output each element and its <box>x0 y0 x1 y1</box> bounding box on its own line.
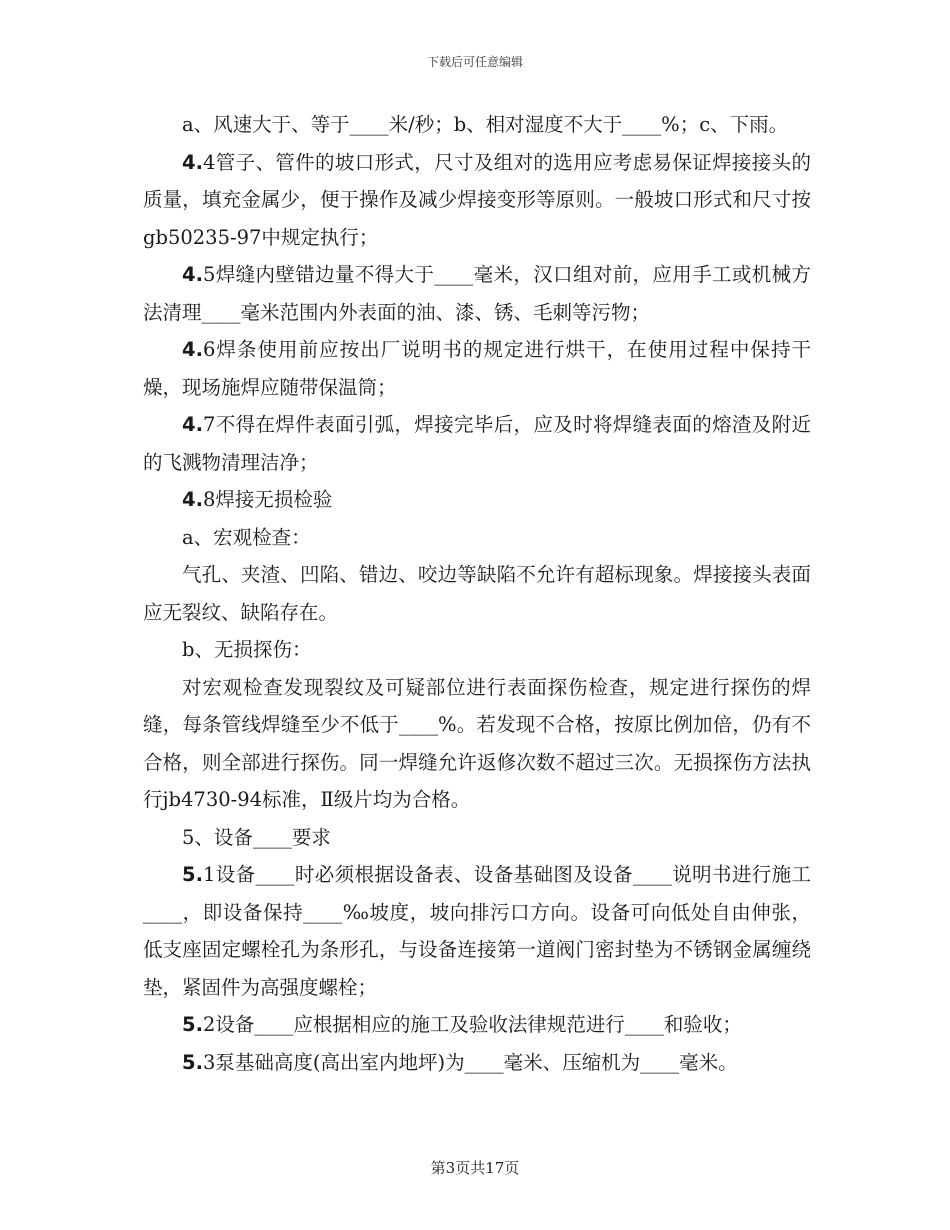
paragraph-text: 5、设备____要求 <box>182 825 331 849</box>
page-header: 下载后可任意编辑 <box>426 55 523 69</box>
paragraph-text: 3泵基础高度(高出室内地坪)为____毫米、压缩机为____毫米。 <box>202 1050 738 1074</box>
paragraph <box>143 631 811 669</box>
document-body <box>143 106 811 1081</box>
paragraph <box>143 406 811 481</box>
paragraph <box>143 256 811 331</box>
paragraph-text: a、风速大于、等于____米/秒；b、相对湿度不大于____%；c、下雨。 <box>182 113 789 136</box>
section-number: 4. <box>182 413 203 436</box>
paragraph <box>143 519 811 557</box>
paragraph-text: 8焊接无损检验 <box>202 488 333 511</box>
paragraph <box>143 481 811 519</box>
section-number: 4. <box>182 338 203 361</box>
paragraph <box>143 1006 811 1044</box>
paragraph-text: 4管子、管件的坡口形式，尺寸及组对的选用应考虑易保证焊接接头的质量，填充金属少，便于操作及减少焊接变形等原则。一般坡口形式和尺寸按gb50235-97中规定执行； <box>143 150 811 249</box>
paragraph-text: 1设备____时必须根据设备表、设备基础图及设备____说明书进行施工____，即设备保持____‰坡度，坡向排污口方向。设备可向低处自由伸张，低支座固定螺栓孔为条形孔，与设备连接第一道阀门密封垫为不锈钢金属缠绕垫，紧固件为高强度螺栓； <box>143 863 811 999</box>
paragraph-text: 6焊条使用前应按出厂说明书的规定进行烘干，在使用过程中保持干燥，现场施焊应随带保温筒； <box>143 338 811 399</box>
paragraph <box>143 106 811 144</box>
paragraph <box>143 556 811 631</box>
section-number: 5. <box>182 1013 203 1036</box>
paragraph-text: 5焊缝内壁错边量不得大于____毫米，汉口组对前，应用手工或机械方法清理____毫米范围内外表面的油、漆、锈、毛刺等污物； <box>143 263 811 324</box>
paragraph <box>143 669 811 819</box>
section-number: 4. <box>182 488 203 511</box>
paragraph <box>143 1044 811 1082</box>
page-footer: 第3页共17页 <box>430 1159 520 1177</box>
paragraph <box>143 856 811 1006</box>
paragraph-text: a、宏观检查： <box>182 525 311 549</box>
paragraph <box>143 144 811 257</box>
paragraph-text: 气孔、夹渣、凹陷、错边、咬边等缺陷不允许有超标现象。焊接接头表面应无裂纹、缺陷存在。 <box>143 563 811 624</box>
paragraph-text: 7不得在焊件表面引弧，焊接完毕后，应及时将焊缝表面的熔渣及附近的飞溅物清理洁净； <box>143 413 811 474</box>
paragraph-text: 对宏观检查发现裂纹及可疑部位进行表面探伤检查，规定进行探伤的焊缝，每条管线焊缝至少不低于____%。若发现不合格，按原比例加倍，仍有不合格，则全部进行探伤。同一焊缝允许返修次数不超过三次。无损探伤方法执行jb4730-94标准，Ⅱ级片均为合格。 <box>143 675 811 811</box>
paragraph-text: b、无损探伤： <box>182 638 312 661</box>
section-number: 5. <box>182 1050 203 1074</box>
paragraph-text: 2设备____应根据相应的施工及验收法律规范进行____和验收； <box>202 1013 742 1036</box>
section-number: 4. <box>182 150 203 174</box>
paragraph <box>143 331 811 406</box>
paragraph <box>143 819 811 857</box>
section-number: 4. <box>182 263 203 286</box>
section-number: 5. <box>182 863 203 886</box>
